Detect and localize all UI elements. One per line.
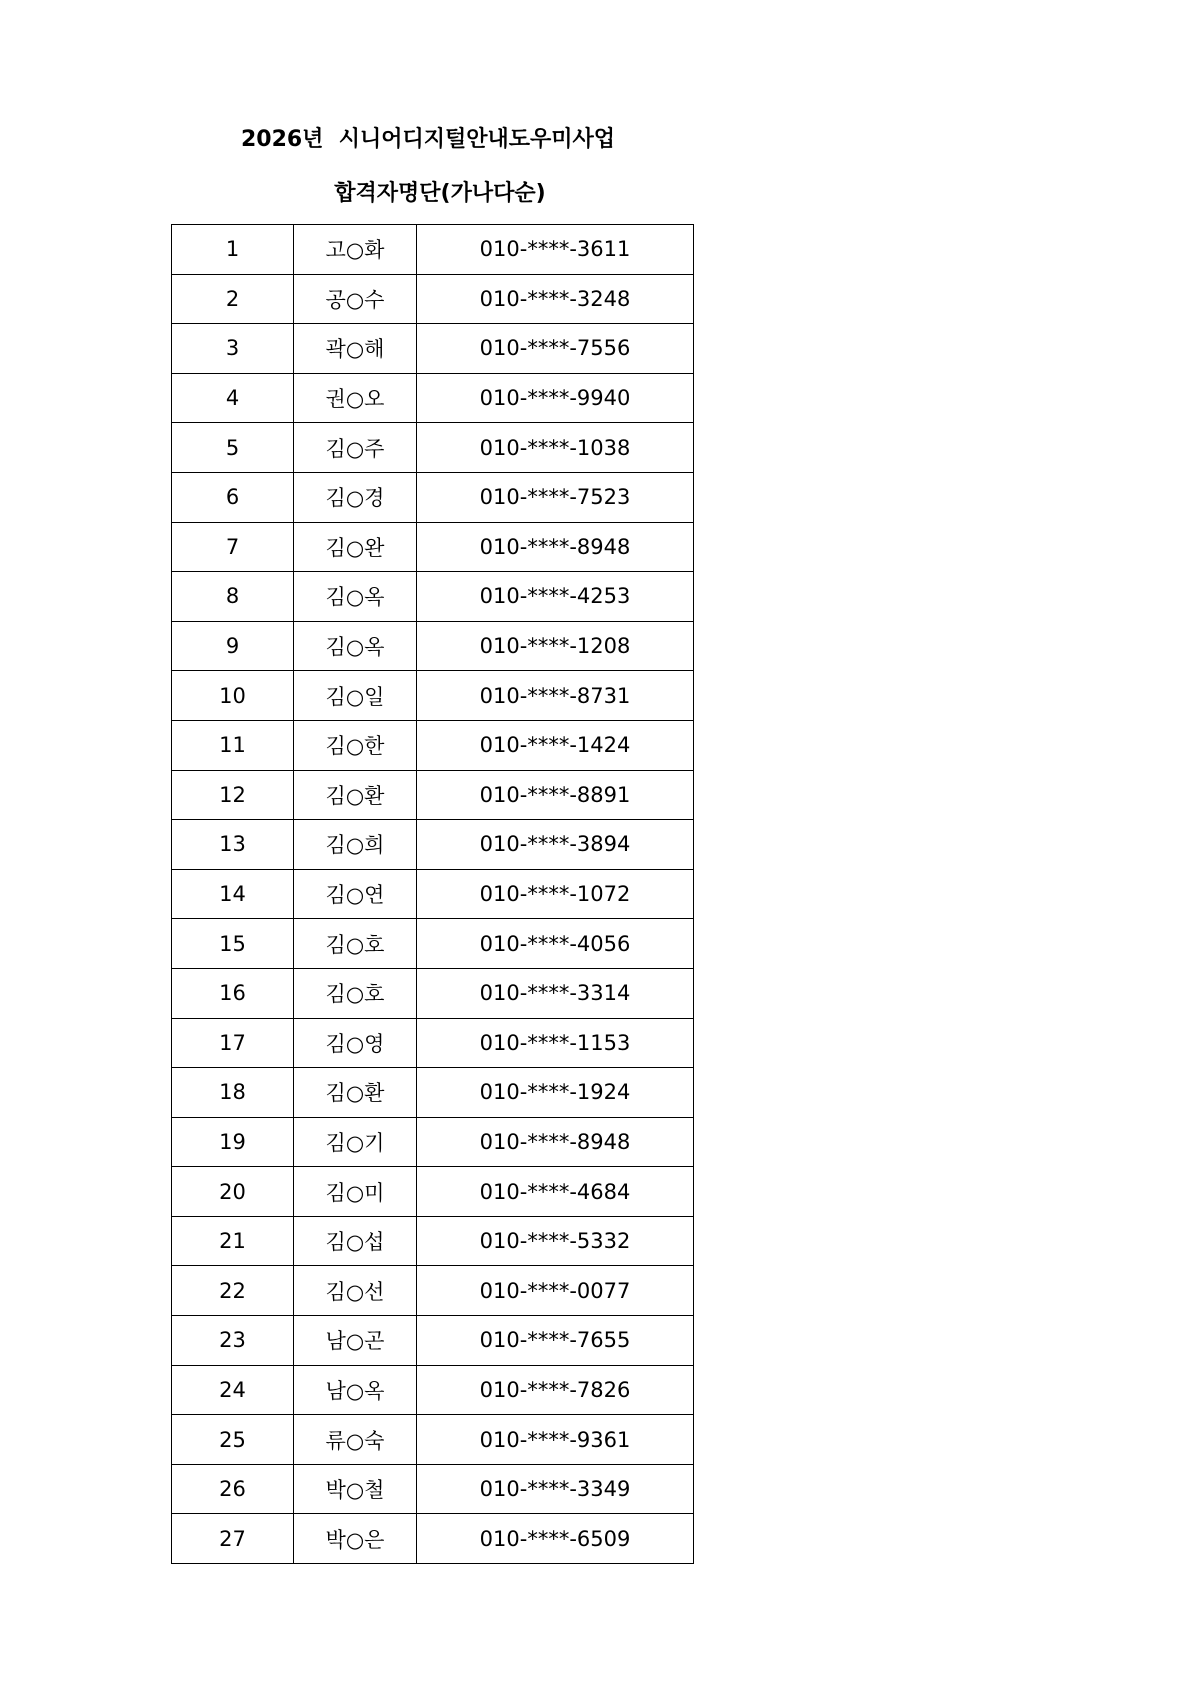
name-cell: 류○숙	[294, 1415, 417, 1465]
phone-cell: 010-****-1208	[417, 621, 694, 671]
table-row	[172, 720, 694, 770]
row-number-cell: 21	[172, 1216, 294, 1266]
table-row	[172, 869, 694, 919]
phone-cell: 010-****-3349	[417, 1464, 694, 1514]
phone-cell: 010-****-4253	[417, 572, 694, 622]
name-cell: 박○은	[294, 1514, 417, 1564]
name-cell: 김○완	[294, 522, 417, 572]
row-number-cell: 18	[172, 1068, 294, 1118]
row-number-cell: 9	[172, 621, 294, 671]
table-row	[172, 324, 694, 374]
row-number-cell: 20	[172, 1167, 294, 1217]
phone-cell: 010-****-7655	[417, 1316, 694, 1366]
name-cell: 권○오	[294, 373, 417, 423]
phone-cell: 010-****-7826	[417, 1365, 694, 1415]
row-number-cell: 22	[172, 1266, 294, 1316]
row-number-cell: 15	[172, 919, 294, 969]
phone-cell: 010-****-4684	[417, 1167, 694, 1217]
row-number-cell: 17	[172, 1018, 294, 1068]
document-title: 2026년 시니어디지털안내도우미사업	[240, 127, 616, 152]
name-cell: 남○곤	[294, 1316, 417, 1366]
table-row	[172, 770, 694, 820]
phone-cell: 010-****-8948	[417, 522, 694, 572]
row-number-cell: 14	[172, 869, 294, 919]
name-cell: 김○기	[294, 1117, 417, 1167]
row-number-cell: 26	[172, 1464, 294, 1514]
table-row	[172, 423, 694, 473]
phone-cell: 010-****-1072	[417, 869, 694, 919]
row-number-cell: 13	[172, 820, 294, 870]
roster-table	[171, 224, 694, 1564]
phone-cell: 010-****-9940	[417, 373, 694, 423]
name-cell: 김○환	[294, 770, 417, 820]
name-cell: 김○희	[294, 820, 417, 870]
table-row	[172, 225, 694, 275]
phone-cell: 010-****-4056	[417, 919, 694, 969]
table-row	[172, 968, 694, 1018]
table-row	[172, 1216, 694, 1266]
row-number-cell: 5	[172, 423, 294, 473]
phone-cell: 010-****-7556	[417, 324, 694, 374]
row-number-cell: 10	[172, 671, 294, 721]
name-cell: 김○일	[294, 671, 417, 721]
row-number-cell: 11	[172, 720, 294, 770]
phone-cell: 010-****-3314	[417, 968, 694, 1018]
roster-table-body	[172, 225, 694, 1564]
row-number-cell: 27	[172, 1514, 294, 1564]
table-row	[172, 522, 694, 572]
phone-cell: 010-****-9361	[417, 1415, 694, 1465]
document-subtitle: 합격자명단(가나다순)	[334, 181, 546, 206]
name-cell: 김○한	[294, 720, 417, 770]
phone-cell: 010-****-3894	[417, 820, 694, 870]
name-cell: 남○옥	[294, 1365, 417, 1415]
table-row	[172, 1117, 694, 1167]
table-row	[172, 621, 694, 671]
table-row	[172, 373, 694, 423]
name-cell: 공○수	[294, 274, 417, 324]
phone-cell: 010-****-8891	[417, 770, 694, 820]
row-number-cell: 16	[172, 968, 294, 1018]
phone-cell: 010-****-1038	[417, 423, 694, 473]
table-row	[172, 671, 694, 721]
table-row	[172, 274, 694, 324]
row-number-cell: 25	[172, 1415, 294, 1465]
phone-cell: 010-****-0077	[417, 1266, 694, 1316]
table-row	[172, 572, 694, 622]
table-row	[172, 1464, 694, 1514]
row-number-cell: 19	[172, 1117, 294, 1167]
table-row	[172, 820, 694, 870]
table-row	[172, 919, 694, 969]
row-number-cell: 1	[172, 225, 294, 275]
name-cell: 고○화	[294, 225, 417, 275]
table-row	[172, 1365, 694, 1415]
name-cell: 박○철	[294, 1464, 417, 1514]
table-row	[172, 1167, 694, 1217]
table-row	[172, 1514, 694, 1564]
table-row	[172, 1068, 694, 1118]
row-number-cell: 23	[172, 1316, 294, 1366]
row-number-cell: 8	[172, 572, 294, 622]
name-cell: 김○옥	[294, 572, 417, 622]
phone-cell: 010-****-6509	[417, 1514, 694, 1564]
phone-cell: 010-****-1424	[417, 720, 694, 770]
phone-cell: 010-****-7523	[417, 472, 694, 522]
table-row	[172, 472, 694, 522]
row-number-cell: 3	[172, 324, 294, 374]
name-cell: 김○주	[294, 423, 417, 473]
table-row	[172, 1316, 694, 1366]
name-cell: 김○호	[294, 919, 417, 969]
phone-cell: 010-****-3611	[417, 225, 694, 275]
name-cell: 김○영	[294, 1018, 417, 1068]
row-number-cell: 7	[172, 522, 294, 572]
name-cell: 김○환	[294, 1068, 417, 1118]
name-cell: 김○옥	[294, 621, 417, 671]
name-cell: 김○경	[294, 472, 417, 522]
table-row	[172, 1415, 694, 1465]
name-cell: 김○미	[294, 1167, 417, 1217]
name-cell: 김○선	[294, 1266, 417, 1316]
phone-cell: 010-****-1924	[417, 1068, 694, 1118]
row-number-cell: 12	[172, 770, 294, 820]
table-row	[172, 1266, 694, 1316]
name-cell: 김○연	[294, 869, 417, 919]
table-row	[172, 1018, 694, 1068]
name-cell: 곽○해	[294, 324, 417, 374]
row-number-cell: 6	[172, 472, 294, 522]
phone-cell: 010-****-3248	[417, 274, 694, 324]
row-number-cell: 4	[172, 373, 294, 423]
phone-cell: 010-****-1153	[417, 1018, 694, 1068]
phone-cell: 010-****-5332	[417, 1216, 694, 1266]
name-cell: 김○섭	[294, 1216, 417, 1266]
row-number-cell: 24	[172, 1365, 294, 1415]
row-number-cell: 2	[172, 274, 294, 324]
phone-cell: 010-****-8731	[417, 671, 694, 721]
phone-cell: 010-****-8948	[417, 1117, 694, 1167]
name-cell: 김○호	[294, 968, 417, 1018]
